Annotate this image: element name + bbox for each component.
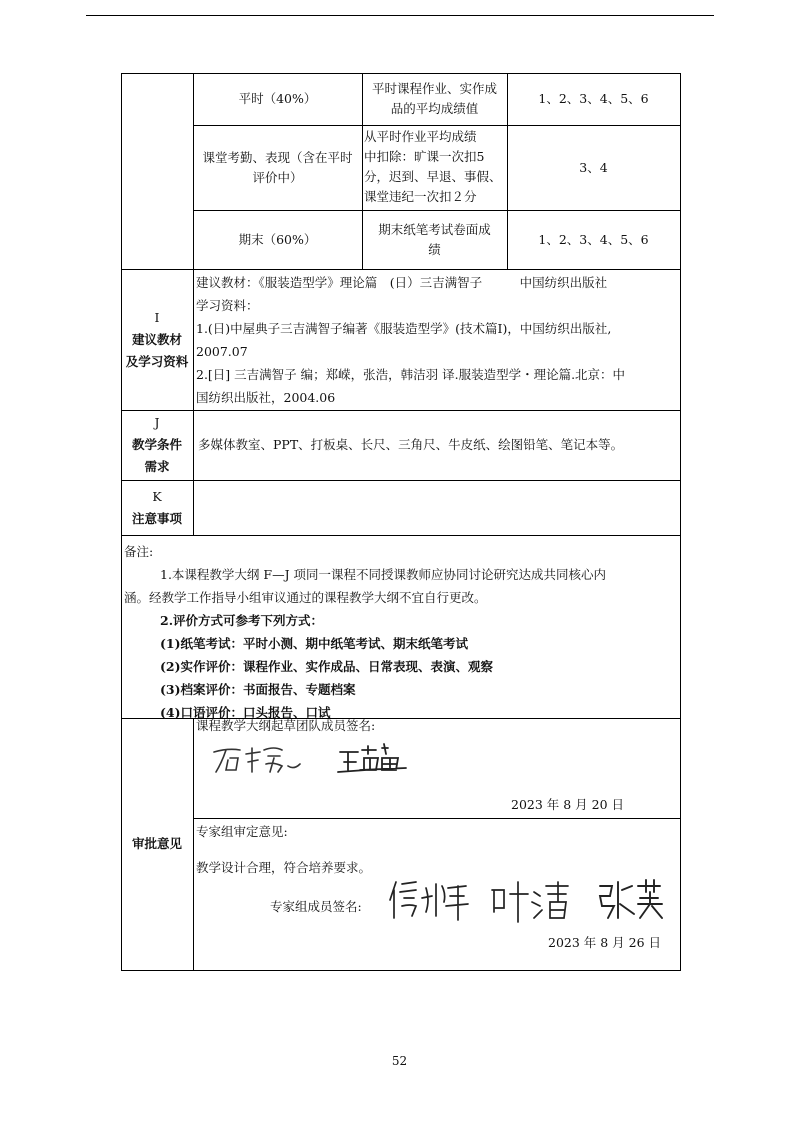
signature-4: [488, 878, 578, 924]
assessment-desc-3: 期末纸笔考试卷面成 绩: [378, 221, 491, 257]
signature-2: [336, 740, 416, 780]
signature-5: [596, 876, 666, 922]
assessment-item-1: 平时（40%）: [238, 91, 317, 106]
signature-3: [386, 874, 476, 924]
notes-bold-line: (1)纸笔考试：平时小测、期中纸笔考试、期末纸笔考试: [160, 636, 469, 651]
page-number: 52: [391, 1054, 408, 1068]
notes-bold-line: (2)实作评价：课程作业、实作成品、日常表现、表演、观察: [160, 659, 494, 674]
signature-1: [208, 738, 308, 778]
notes-line: 涵。经教学工作指导小组审议通过的课程教学大纲不宜自行更改。: [124, 590, 487, 605]
section-j-label: J 教学条件 需求: [131, 415, 182, 474]
drafting-title: 课程教学大纲起草团队成员签名:: [196, 718, 376, 733]
notes-title: 备注:: [124, 544, 154, 559]
assessment-targets-3: 1、2、3、4、5、6: [538, 231, 649, 247]
expert-opinion: 教学设计合理，符合培养要求。: [196, 860, 372, 875]
notes-bold-line: (4)口语评价：口头报告、口试: [160, 705, 331, 720]
expert-date: 2023 年 8 月 26 日: [548, 935, 662, 950]
notes-block: [124, 540, 679, 724]
assessment-item-2: 课堂考勤、表现（含在平时 评价中）: [202, 149, 353, 185]
header-rule: [86, 15, 714, 16]
expert-title: 专家组审定意见:: [196, 824, 288, 839]
section-i-content: 建议教材：《服装造型学》理论篇 (日）三吉满智子 中国纺织出版社 学习资料： 1.(日)中屋典子三吉满智子编著《服装造型学》(技术篇Ⅰ)，中国纺织出版社, 2007.07 2.[日] 三吉满智子 编；郑嵘，张浩，韩洁羽 译.服装造型学・理论篇.北京：中 国纺织出版社，2004.06: [196, 275, 626, 405]
assessment-item-3: 期末（60%）: [238, 231, 317, 247]
notes-bold-line: 2.评价方式可参考下列方式：: [160, 613, 324, 628]
notes-line: 1.本课程教学大纲 F—J 项同一课程不同授课教师应协同讨论研究达成共同核心内: [160, 567, 607, 582]
expert-sign-label: 专家组成员签名:: [270, 899, 362, 914]
notes-bold-line: (3)档案评价：书面报告、专题档案: [160, 682, 356, 697]
assessment-targets-1: 1、2、3、4、5、6: [538, 91, 649, 106]
assessment-desc-2: 从平时作业平均成绩 中扣除：旷课一次扣5 分，迟到、早退、事假、 课堂违纪一次扣２分: [364, 129, 502, 204]
assessment-targets-2: 3、4: [579, 159, 608, 175]
assessment-desc-1: 平时课程作业、实作成 品的平均成绩值: [371, 81, 497, 116]
section-j-content: 多媒体教室、PPT、打板桌、长尺、三角尺、牛皮纸、绘图铅笔、笔记本等。: [198, 437, 624, 452]
section-i-label: I 建议教材 及学习资料: [125, 309, 189, 369]
section-k-label: K 注意事项: [131, 488, 182, 526]
approval-label: 审批意见: [131, 836, 182, 851]
drafting-date: 2023 年 8 月 20 日: [511, 797, 625, 812]
